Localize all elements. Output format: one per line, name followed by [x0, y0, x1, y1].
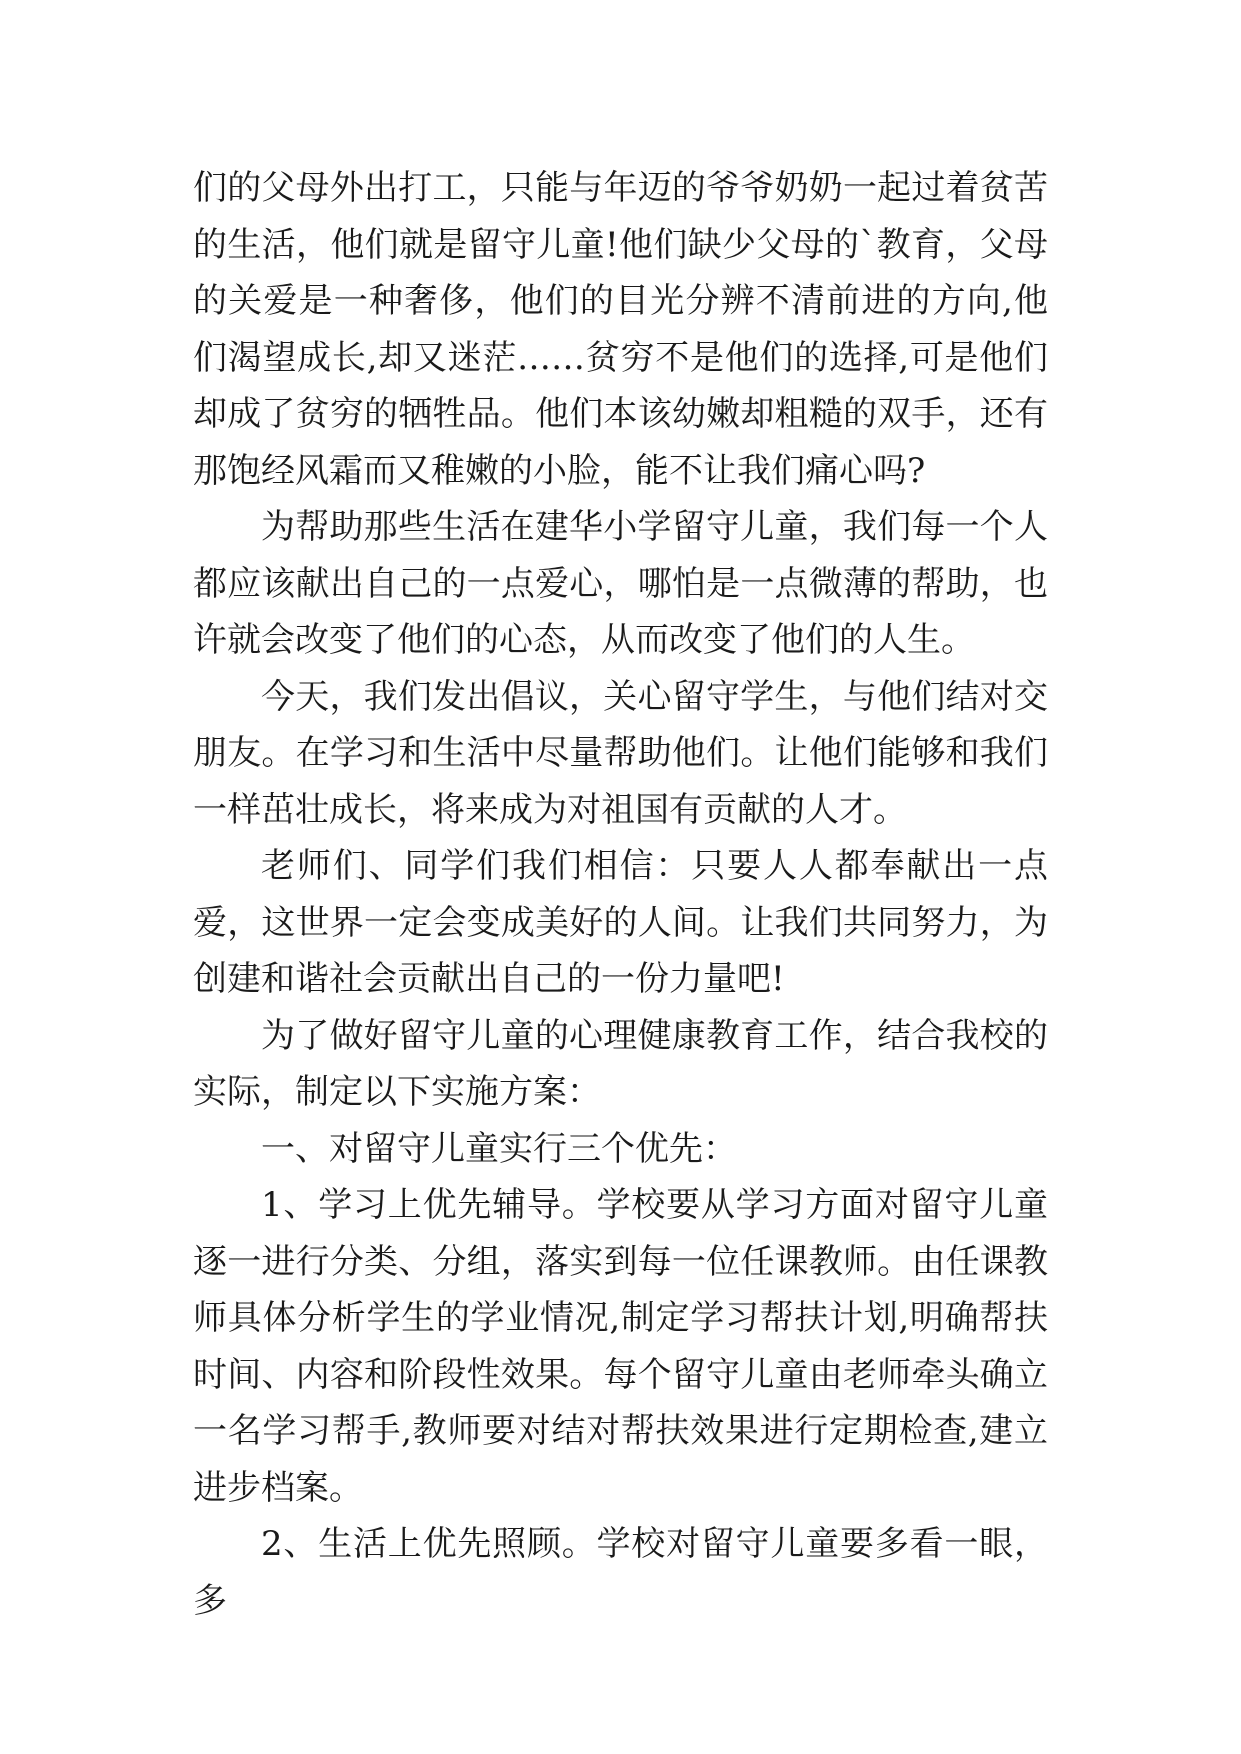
paragraph-1: 们的父母外出打工，只能与年迈的爷爷奶奶一起过着贫苦的生活，他们就是留守儿童!他们缺少父母的`教育，父母的关爱是一种奢侈，他们的目光分辨不清前进的方向,他们渴望成长,却又迷茫……贫穷不是他们的选择,可是他们却成了贫穷的牺牲品。他们本该幼嫩却粗糙的双手，还有那饱经风霜而又稚嫩的小脸，能不让我们痛心吗?: [193, 168, 1048, 491]
paragraph-5: 为了做好留守儿童的心理健康教育工作，结合我校的实际，制定以下实施方案：: [193, 1015, 1048, 1112]
list-item-1: 1、学习上优先辅导。学校要从学习方面对留守儿童逐一进行分类、分组，落实到每一位任课教师。由任课教师具体分析学生的学业情况,制定学习帮扶计划,明确帮扶时间、内容和阶段性效果。每个留守儿童由老师牵头确立一名学习帮手,教师要对结对帮扶效果进行定期检查,建立进步档案。: [193, 1185, 1048, 1508]
list-item-2: 2、生活上优先照顾。学校对留守儿童要多看一眼，多: [193, 1524, 1048, 1621]
paragraph-2: 为帮助那些生活在建华小学留守儿童，我们每一个人都应该献出自己的一点爱心，哪怕是一点微薄的帮助，也许就会改变了他们的心态，从而改变了他们的人生。: [193, 507, 1048, 660]
paragraph-3: 今天，我们发出倡议，关心留守学生，与他们结对交朋友。在学习和生活中尽量帮助他们。让他们能够和我们一样茁壮成长，将来成为对祖国有贡献的人才。: [193, 676, 1048, 830]
paragraph-4: 老师们、同学们我们相信：只要人人都奉献出一点爱，这世界一定会变成美好的人间。让我们共同努力，为创建和谐社会贡献出自己的一份力量吧!: [193, 846, 1048, 999]
document-body: [193, 160, 1048, 1629]
section-heading: 一、对留守儿童实行三个优先：: [261, 1128, 737, 1169]
